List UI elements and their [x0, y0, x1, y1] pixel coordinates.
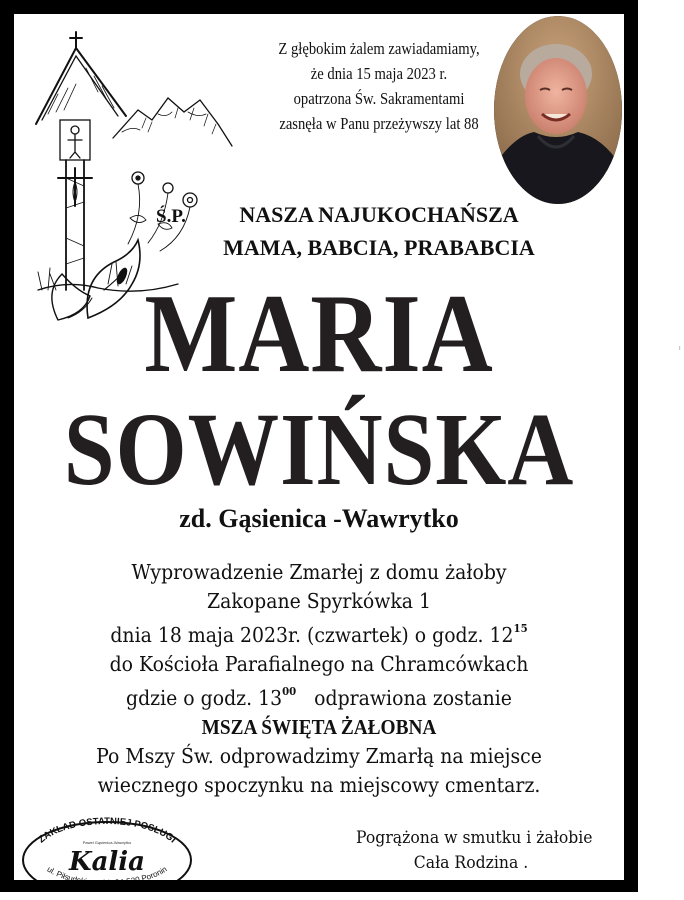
announcement-intro	[265, 36, 494, 136]
details-line: Wyprowadzenie Zmarłej z domu żałoby	[131, 560, 507, 584]
stamp-arc-text: ZAKŁAD OSTATNIEJ POSŁUGI	[36, 816, 179, 846]
portrait-photo	[494, 16, 622, 204]
intro-line: opatrzona Św. Sakramentami	[293, 89, 465, 108]
title-line-1: NASZA NAJUKOCHAŃSZA	[239, 202, 519, 227]
title-line-2: MAMA, BABCIA, PRABABCIA	[223, 235, 535, 260]
maiden-name: zd. Gąsienica -Wawrytko	[179, 504, 459, 533]
sp-abbreviation: Ś.P.	[156, 206, 186, 227]
details-line: wiecznego spoczynku na miejscowy cmentarz.	[97, 772, 541, 797]
deceased-first-name: MARIA	[144, 272, 494, 396]
details-line-time	[38, 679, 599, 713]
stamp-owner: Paweł Gąsienica-Wawrytko	[82, 840, 132, 845]
details-line: Po Mszy Św. odprowadzimy Zmarłą na miejsce	[96, 743, 542, 768]
intro-line: Z głębokim żalem zawiadamiamy,	[278, 39, 480, 58]
details-line: Zakopane Spyrkówka 1	[206, 589, 432, 613]
family-signature	[346, 826, 596, 876]
stamp-brand-logo: Kalia	[68, 847, 146, 877]
details-line: do Kościoła Parafialnego na Chramcówkach	[109, 651, 529, 676]
family-line: Cała Rodzina .	[413, 853, 529, 873]
family-line: Pogrążona w smutku i żałobie	[356, 828, 593, 848]
details-text: odprawiona zostanie	[296, 685, 512, 710]
details-text: dnia 18 maja 2023r. (czwartek) o godz. 12	[110, 622, 514, 647]
mass-heading: MSZA ŚWIĘTA ŻAŁOBNA	[201, 714, 437, 739]
details-text: gdzie o godz. 13	[126, 685, 283, 710]
details-line-time	[38, 616, 599, 650]
intro-line: zasnęła w Panu przeżywszy lat 88	[279, 114, 479, 133]
funeral-details	[14, 558, 624, 800]
time-minutes: 00	[282, 684, 297, 698]
obituary-notice	[14, 14, 624, 894]
portrait-photo-drawing	[494, 16, 622, 204]
time-minutes: 15	[513, 622, 528, 635]
funeral-home-stamp: ZAKŁAD OSTATNIEJ POSŁUGI Paweł Gąsienica-Wawrytko Kalia ul. Piłsudskiego 36, 34-520 Poronin tel. +48 721 275 722	[18, 814, 196, 880]
stamp-address: ul. Piłsudskiego 36, 34-520 Poronin	[45, 864, 169, 888]
deceased-surname: SOWIŃSKA	[63, 392, 575, 507]
stray-mark: ι	[679, 345, 681, 352]
intro-line: że dnia 15 maja 2023 r.	[310, 64, 448, 83]
